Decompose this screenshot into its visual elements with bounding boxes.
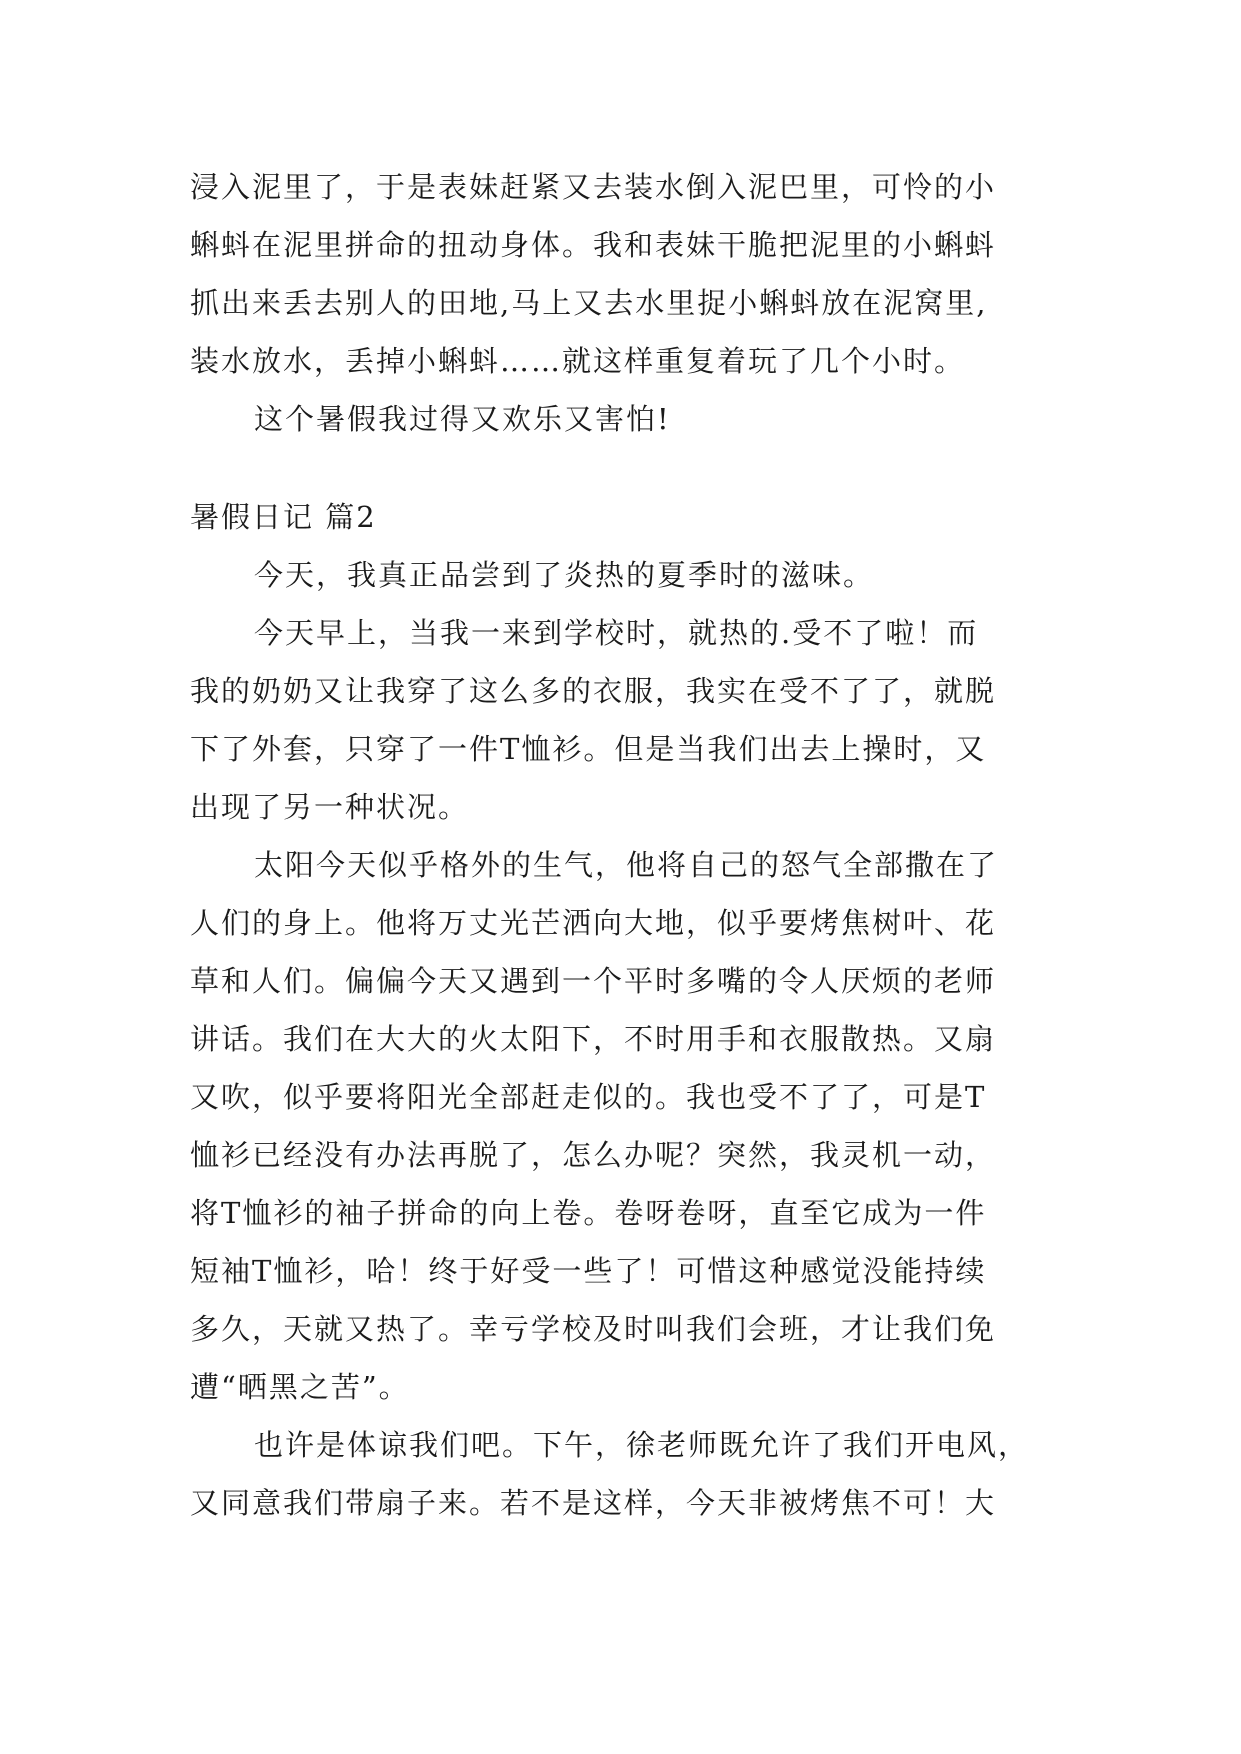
closing-sentence: 这个暑假我过得又欢乐又害怕! [254,402,671,436]
paragraph-line: 下了外套，只穿了一件T恤衫。但是当我们出去上操时，又 [190,732,987,766]
section-heading-row [190,448,1090,546]
paragraph-line: 遭“晒黑之苦”。 [190,1370,410,1404]
paragraph-line: 浸入泥里了，于是表妹赶紧又去装水倒入泥巴里，可怜的小 [190,170,997,204]
paragraph-line: 又同意我们带扇子来。若不是这样，今天非被烤焦不可！大 [190,1486,997,1520]
paragraph-line: 又吹，似乎要将阳光全部赶走似的。我也受不了了，可是T [190,1080,987,1114]
paragraph-line: 将T恤衫的袖子拼命的向上卷。卷呀卷呀，直至它成为一件 [190,1196,987,1230]
paragraph-line: 短袖T恤衫，哈！终于好受一些了！可惜这种感觉没能持续 [190,1254,987,1288]
paragraph-line: 多久，天就又热了。幸亏学校及时叫我们会班，才让我们免 [190,1312,997,1346]
paragraph-line: 讲话。我们在大大的火太阳下，不时用手和衣服散热。又扇 [190,1022,997,1056]
article-body [190,158,1090,1532]
paragraph-line: 恤衫已经没有办法再脱了，怎么办呢？突然，我灵机一动， [190,1138,997,1172]
paragraph-line: 人们的身上。他将万丈光芒洒向大地，似乎要烤焦树叶、花 [190,906,997,940]
paragraph-line: 出现了另一种状况。 [190,790,470,824]
paragraph-line: 草和人们。偏偏今天又遇到一个平时多嘴的令人厌烦的老师 [190,964,997,998]
section-title: 暑假日记 篇2 [190,500,377,534]
paragraph-line: 今天，我真正品尝到了炎热的夏季时的滋味。 [254,558,875,592]
paragraph-line: 太阳今天似乎格外的生气，他将自己的怒气全部撒在了 [254,848,999,882]
paragraph-line: 也许是体谅我们吧。下午，徐老师既允许了我们开电风， [254,1428,1030,1462]
paragraph-line: 装水放水，丢掉小蝌蚪……就这样重复着玩了几个小时。 [190,344,966,378]
paragraph-line: 蝌蚪在泥里拼命的扭动身体。我和表妹干脆把泥里的小蝌蚪 [190,228,997,262]
paragraph-line: 抓出来丢去别人的田地,马上又去水里捉小蝌蚪放在泥窝里, [190,286,988,320]
paragraph-line: 今天早上，当我一来到学校时，就热的.受不了啦！而 [254,616,979,650]
paragraph-line: 我的奶奶又让我穿了这么多的衣服，我实在受不了了，就脱 [190,674,997,708]
